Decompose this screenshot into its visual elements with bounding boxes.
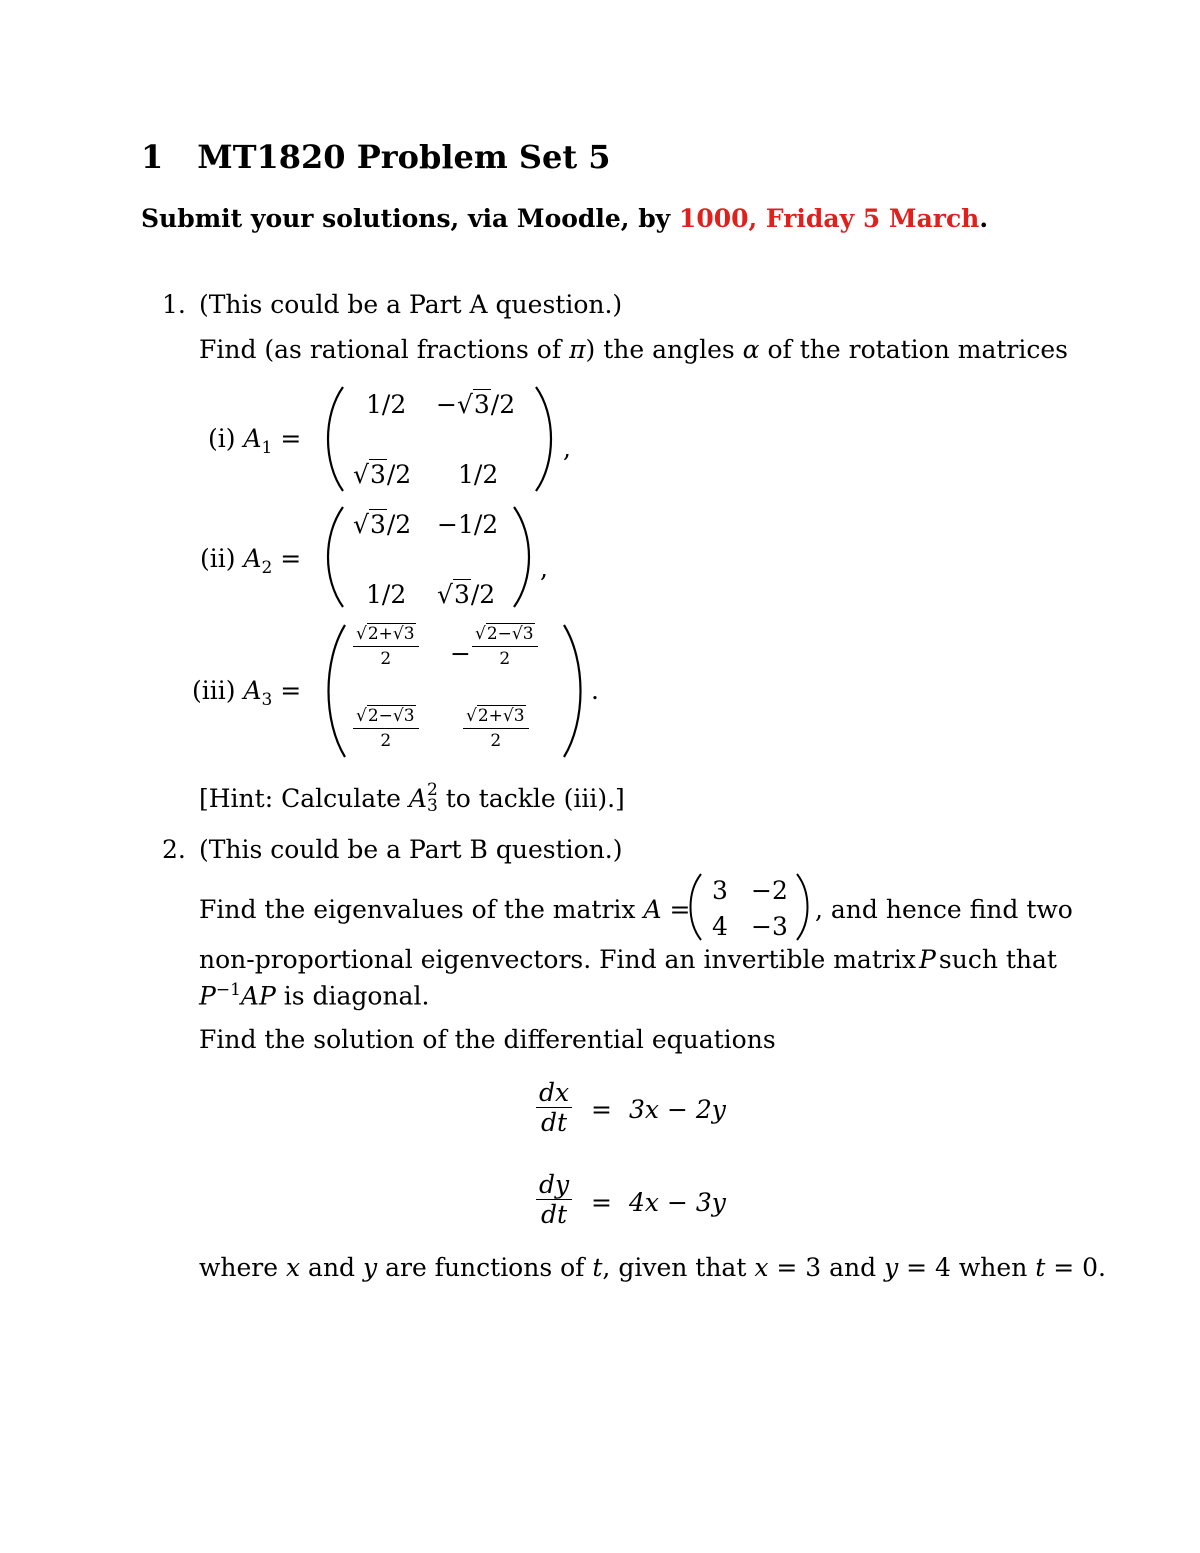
q2-final-line bbox=[199, 1255, 1106, 1280]
q2-line1-text: Find the eigenvalues of the matrix bbox=[199, 895, 644, 924]
m1-eq: = bbox=[280, 424, 302, 453]
final-y2: y bbox=[884, 1253, 899, 1282]
section-number: 1 bbox=[141, 138, 164, 176]
m1-name: A bbox=[243, 424, 262, 453]
submit-line bbox=[141, 206, 988, 231]
sqrt-icon: √3 bbox=[456, 390, 490, 419]
eq2-den: dt bbox=[541, 1200, 568, 1229]
m2-a11 bbox=[353, 512, 411, 537]
q1-note: (This could be a Part A question.) bbox=[199, 290, 623, 319]
m3-sub: 3 bbox=[261, 690, 273, 710]
m2-a21: 1/2 bbox=[366, 580, 407, 609]
m2-a22-tail: /2 bbox=[470, 580, 496, 609]
final-d: , given that bbox=[602, 1253, 755, 1282]
m3-a22-frac bbox=[463, 706, 529, 751]
q2-line3-var: P bbox=[199, 981, 216, 1011]
q2-line2-var: P bbox=[919, 945, 936, 974]
m2-label: (ii) bbox=[200, 544, 236, 573]
q1-number: 1. bbox=[162, 290, 186, 319]
m3-eq: = bbox=[280, 676, 302, 705]
m2-a11-rad: 3 bbox=[369, 510, 386, 539]
hint-b: to tackle (iii).] bbox=[437, 784, 625, 814]
q2-number: 2. bbox=[162, 835, 186, 864]
hint-var: A bbox=[408, 784, 427, 814]
m2-punct: , bbox=[540, 554, 548, 583]
final-c: are functions of bbox=[377, 1253, 593, 1282]
matrix-2-right-paren bbox=[510, 505, 534, 609]
q2-line2-text: non-proportional eigenvectors. Find an invertible matrix bbox=[199, 945, 916, 974]
m2-sub: 2 bbox=[261, 558, 273, 578]
q2-de-intro: Find the solution of the differential equations bbox=[199, 1025, 776, 1054]
q2-line3-tail: is diagonal. bbox=[275, 981, 430, 1011]
q2-note: (This could be a Part B question.) bbox=[199, 835, 623, 864]
eq1-fraction bbox=[536, 1080, 572, 1135]
m3-a22-num: 2+√3 bbox=[477, 706, 525, 726]
m2-a11-tail: /2 bbox=[386, 510, 412, 539]
m3-a12-num: 2−√3 bbox=[486, 624, 534, 644]
m2-name: A bbox=[243, 544, 262, 573]
matrix-2-left-paren bbox=[323, 505, 347, 609]
eq2-rhs: 4x − 3y bbox=[629, 1188, 726, 1217]
final-b: and bbox=[300, 1253, 364, 1282]
final-x: x bbox=[286, 1253, 301, 1282]
m3-a21-den: 2 bbox=[380, 731, 392, 751]
sqrt-icon: √ bbox=[356, 624, 367, 644]
m1-a12 bbox=[436, 392, 515, 417]
eq1-num: dx bbox=[536, 1080, 572, 1108]
matrix-3-right-paren bbox=[560, 623, 586, 759]
section-title: MT1820 Problem Set 5 bbox=[197, 138, 611, 176]
final-t2: t bbox=[1035, 1253, 1046, 1282]
final-y: y bbox=[363, 1253, 378, 1282]
m3-a21-num: 2−√3 bbox=[367, 706, 415, 726]
m3-a12-frac bbox=[472, 624, 538, 669]
eq2-fraction bbox=[536, 1172, 572, 1227]
m3-a12-den: 2 bbox=[499, 649, 511, 669]
sqrt-icon: √ bbox=[475, 624, 486, 644]
q2-line3-var2: AP bbox=[240, 981, 276, 1011]
m3-a21 bbox=[353, 706, 419, 751]
q1-intro-a: Find (as rational fractions of bbox=[199, 335, 570, 364]
m2-a12: −1/2 bbox=[437, 510, 499, 539]
matrix-1-right-paren bbox=[532, 385, 556, 493]
submit-prefix: Submit your solutions, via Moodle, by bbox=[141, 204, 679, 233]
q2-a12: −2 bbox=[751, 876, 788, 905]
m3-a11-frac bbox=[353, 624, 419, 669]
m3-punct: . bbox=[591, 676, 599, 705]
m1-a21-rad: 3 bbox=[369, 460, 386, 489]
alpha-symbol: α bbox=[742, 335, 760, 364]
m2-a22-rad: 3 bbox=[453, 580, 470, 609]
matrix-3-label bbox=[192, 678, 301, 709]
hint-sup: 2 bbox=[426, 780, 438, 800]
q1-intro bbox=[199, 337, 1068, 362]
q2-matrix-left-paren bbox=[686, 872, 704, 942]
sqrt-icon: √ bbox=[356, 706, 367, 726]
q2-matrix-var: A bbox=[643, 895, 662, 924]
final-e: = 3 and bbox=[768, 1253, 885, 1282]
final-t: t bbox=[592, 1253, 603, 1282]
m3-label: (iii) bbox=[192, 676, 236, 705]
q2-eq: = bbox=[669, 895, 691, 924]
m1-a12-rad: 3 bbox=[473, 390, 490, 419]
q1-intro-b: ) the angles bbox=[585, 335, 743, 364]
sqrt-icon: √3 bbox=[437, 580, 470, 609]
m1-a21 bbox=[353, 462, 411, 487]
q2-line1-b: , and hence find two bbox=[815, 895, 1073, 924]
matrix-3-left-paren bbox=[323, 623, 349, 759]
m1-a12-sign: − bbox=[436, 390, 457, 419]
section-heading bbox=[141, 138, 611, 176]
m3-a12 bbox=[472, 624, 538, 669]
m1-punct: , bbox=[563, 434, 571, 463]
sqrt-icon: √3 bbox=[353, 510, 386, 539]
submit-deadline: 1000, Friday 5 March bbox=[678, 204, 980, 233]
eq1-equals: = bbox=[591, 1095, 612, 1124]
m1-a12-tail: /2 bbox=[490, 390, 516, 419]
m1-a21-tail: /2 bbox=[386, 460, 412, 489]
final-f: = 4 when bbox=[898, 1253, 1036, 1282]
m1-a11: 1/2 bbox=[366, 390, 407, 419]
q2-line2 bbox=[199, 947, 1057, 972]
hint-sub: 3 bbox=[426, 796, 438, 817]
m3-a11-den: 2 bbox=[380, 649, 392, 669]
final-x2: x bbox=[754, 1253, 769, 1282]
m1-a22: 1/2 bbox=[458, 460, 499, 489]
matrix-1-label bbox=[208, 426, 301, 457]
eq1-den: dt bbox=[541, 1108, 568, 1137]
final-g: = 0. bbox=[1045, 1253, 1107, 1282]
sqrt-icon: √ bbox=[466, 706, 477, 726]
q2-line2-tail: such that bbox=[938, 945, 1057, 974]
m3-a11 bbox=[353, 624, 419, 669]
m3-a12-sign: − bbox=[450, 639, 471, 668]
m3-a22-den: 2 bbox=[490, 731, 502, 751]
q2-a22: −3 bbox=[751, 912, 788, 941]
q2-line3 bbox=[199, 980, 430, 1011]
m2-a22 bbox=[437, 582, 495, 607]
hint-a: [Hint: Calculate bbox=[199, 784, 409, 814]
q2-matrix-right-paren bbox=[794, 872, 812, 942]
m3-a21-frac bbox=[353, 706, 419, 751]
m3-name: A bbox=[243, 676, 262, 705]
m1-label: (i) bbox=[208, 424, 236, 453]
matrix-2-label bbox=[200, 546, 301, 577]
q2-line1-a bbox=[199, 897, 690, 922]
eq2-num: dy bbox=[536, 1172, 572, 1200]
m1-sub: 1 bbox=[261, 438, 273, 458]
q2-a21: 4 bbox=[712, 912, 728, 941]
q1-intro-c: of the rotation matrices bbox=[759, 335, 1068, 364]
m2-eq: = bbox=[280, 544, 302, 573]
eq2-equals: = bbox=[591, 1188, 612, 1217]
m3-a11-num: 2+√3 bbox=[367, 624, 415, 644]
q2-a11: 3 bbox=[712, 876, 728, 905]
eq1-rhs: 3x − 2y bbox=[629, 1095, 726, 1124]
q2-line3-sup: −1 bbox=[215, 980, 241, 1000]
m3-a22 bbox=[463, 706, 529, 751]
final-a: where bbox=[199, 1253, 286, 1282]
pi-symbol: π bbox=[569, 335, 586, 364]
matrix-1-left-paren bbox=[323, 385, 347, 493]
sqrt-icon: √3 bbox=[353, 460, 386, 489]
submit-suffix: . bbox=[979, 204, 989, 233]
q1-hint bbox=[199, 780, 625, 817]
